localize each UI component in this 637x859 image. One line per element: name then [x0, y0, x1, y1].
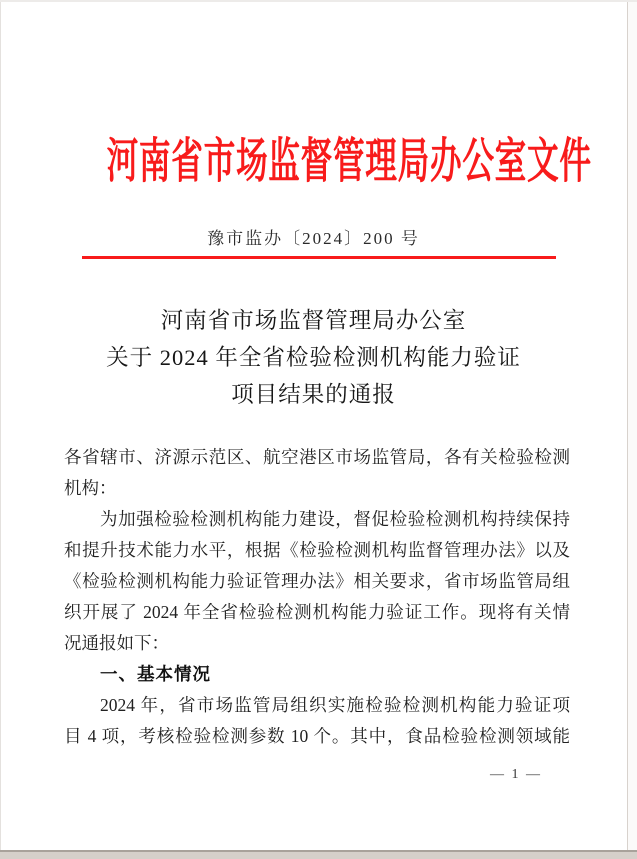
scan-edge-bottom-pad — [0, 852, 637, 859]
scan-edge-right-pad — [628, 2, 637, 851]
doc-title — [0, 302, 627, 413]
doc-header-banner: 河南省市场监督管理局办公室文件 — [106, 135, 592, 188]
doc-title-line-2: 关于 2024 年全省检验检测机构能力验证 — [106, 345, 521, 370]
salutation-line: 各省辖市、济源示范区、航空港区市场监管局，各有关检验检测 — [64, 447, 570, 467]
paragraph-line: 织开展了 2024 年全省检验检测机构能力验证工作。现将有关情 — [64, 602, 570, 622]
paragraph-line: 为加强检验检测机构能力建设，督促检验检测机构持续保持 — [100, 509, 570, 529]
red-separator-rule — [82, 256, 556, 259]
paragraph-line: 和提升技术能力水平，根据《检验检测机构监督管理办法》以及 — [64, 540, 570, 560]
page-number: — 1 — — [490, 767, 542, 782]
doc-reference-number: 豫市监办〔2024〕200 号 — [207, 229, 420, 248]
paragraph-line: 况通报如下： — [64, 633, 169, 653]
scan-edge-top — [0, 0, 637, 2]
paragraph-line: 2024 年，省市场监管局组织实施检验检测机构能力验证项 — [100, 695, 570, 715]
doc-title-line-1: 河南省市场监督管理局办公室 — [160, 308, 467, 333]
section-heading: 一、基本情况 — [100, 664, 211, 684]
paragraph-line: 目 4 项，考核检验检测参数 10 个。其中，食品检验检测领域能 — [64, 726, 570, 746]
scan-edge-left — [0, 2, 1, 851]
salutation-line: 机构： — [64, 478, 117, 498]
paragraph-line: 《检验检测机构能力验证管理办法》相关要求，省市场监管局组 — [64, 571, 570, 591]
doc-body — [64, 442, 570, 752]
doc-title-line-3: 项目结果的通报 — [231, 382, 396, 407]
